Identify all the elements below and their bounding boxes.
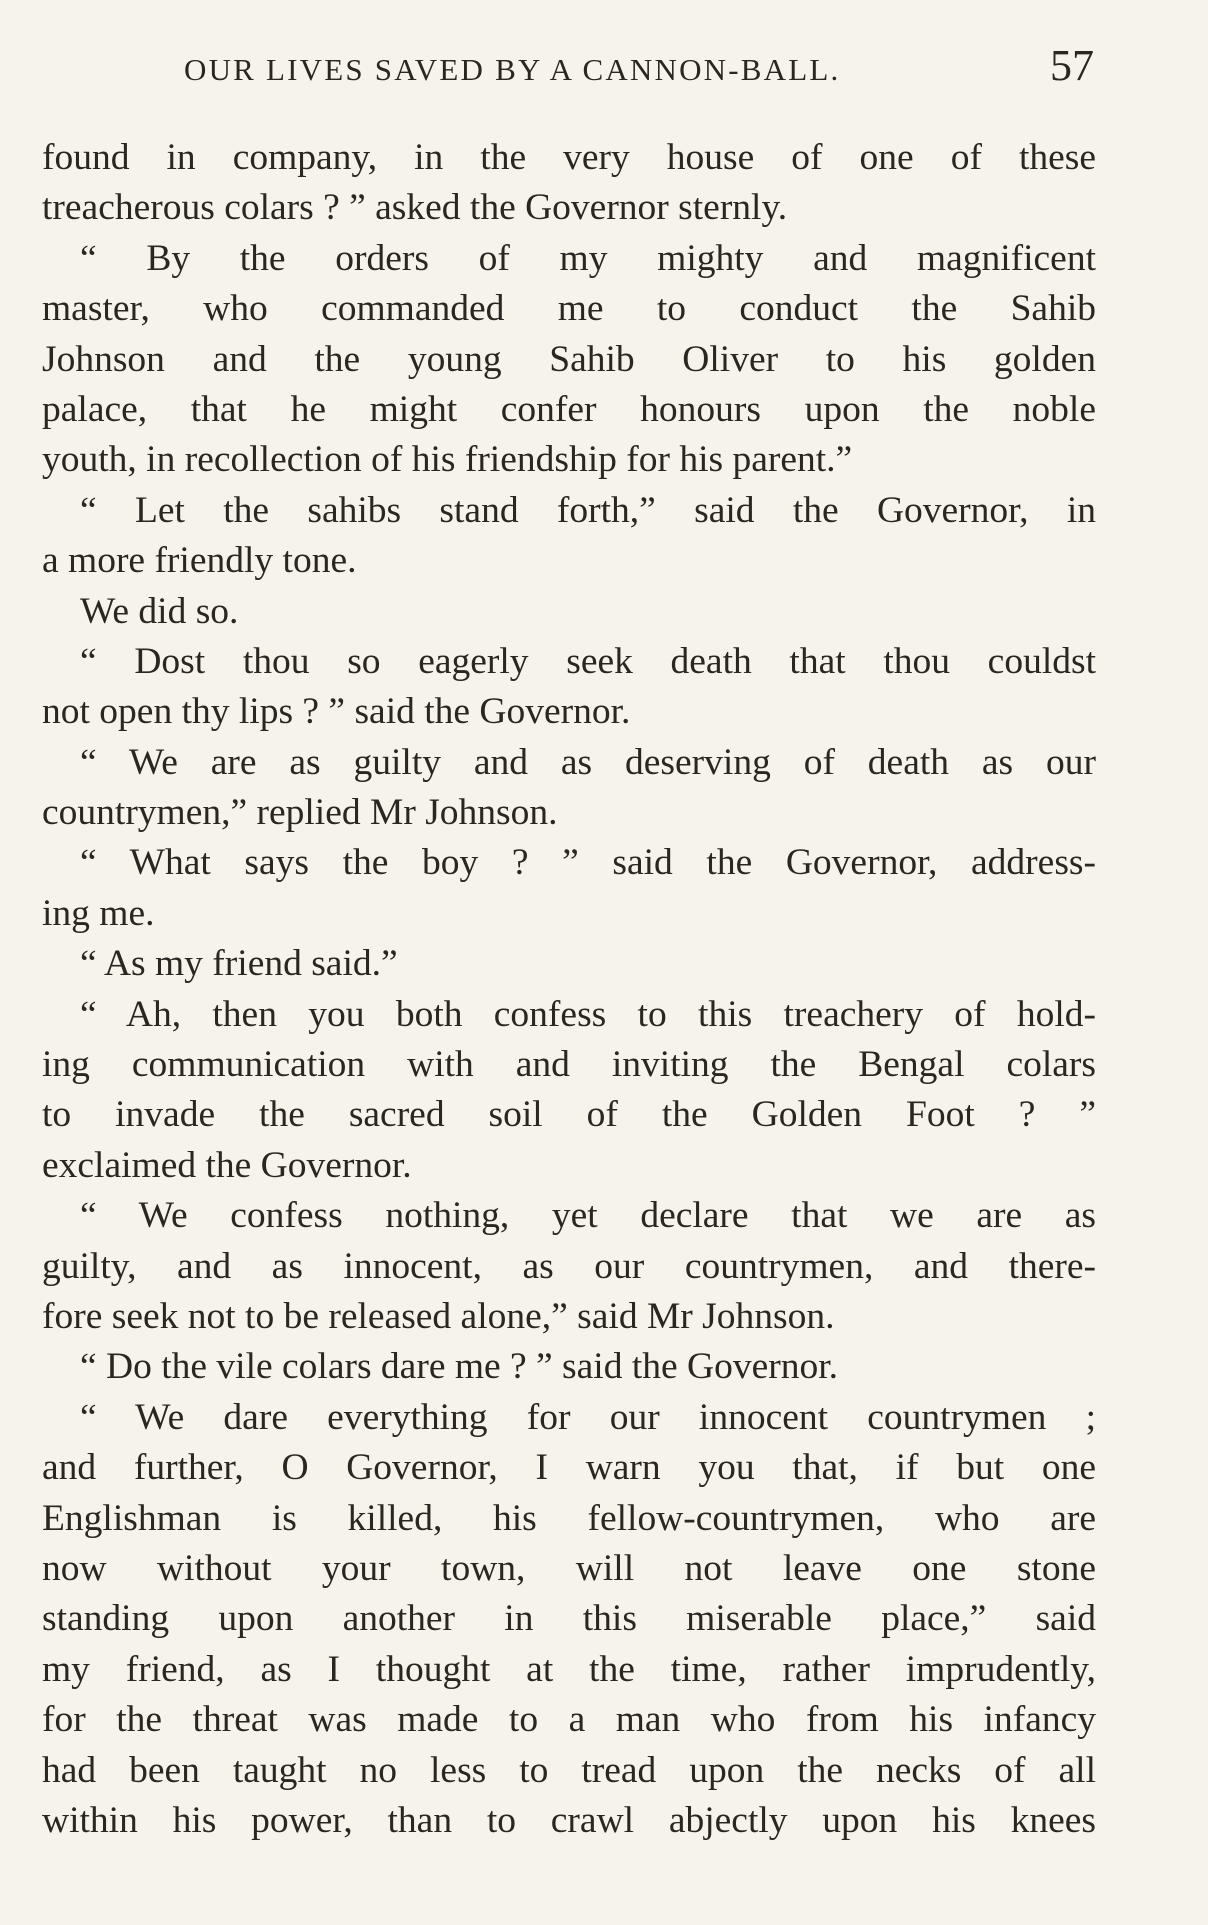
- text-line: “ We confess nothing, yet declare that we are as: [80, 1195, 1096, 1237]
- text-line: “ Let the sahibs stand forth,” said the Governor, in: [80, 489, 1096, 531]
- text-line: standing upon another in this miserable place,” said: [42, 1598, 1096, 1640]
- text-line: “ What says the boy ? ” said the Governor, address-: [80, 842, 1096, 884]
- text-line: my friend, as I thought at the time, rather imprudently,: [42, 1648, 1096, 1690]
- text-line: for the threat was made to a man who from his infancy: [42, 1699, 1096, 1741]
- text-line: We did so.: [80, 590, 239, 632]
- text-line: ing me.: [42, 892, 155, 934]
- running-head: [42, 41, 1096, 94]
- text-line: exclaimed the Governor.: [42, 1144, 412, 1186]
- body-text: [42, 133, 1096, 1846]
- text-line: youth, in recollection of his friendship for his parent.”: [42, 439, 853, 481]
- text-line: Johnson and the young Sahib Oliver to his golden: [42, 338, 1096, 380]
- text-line: “ Do the vile colars dare me ? ” said the Governor.: [80, 1346, 839, 1388]
- text-line: to invade the sacred soil of the Golden Foot ? ”: [42, 1094, 1096, 1136]
- text-line: fore seek not to be released alone,” said Mr Johnson.: [42, 1295, 835, 1337]
- text-line: a more friendly tone.: [42, 540, 357, 582]
- text-line: countrymen,” replied Mr Johnson.: [42, 792, 558, 834]
- text-line: palace, that he might confer honours upon the noble: [42, 388, 1096, 430]
- text-line: ing communication with and inviting the Bengal colars: [42, 1044, 1096, 1086]
- text-line: found in company, in the very house of one of these: [42, 137, 1096, 178]
- page-number: 57: [1050, 41, 1094, 90]
- text-line: guilty, and as innocent, as our countrymen, and there-: [42, 1245, 1096, 1287]
- text-line: now without your town, will not leave one stone: [42, 1547, 1096, 1589]
- text-line: had been taught no less to tread upon the necks of all: [42, 1749, 1096, 1791]
- text-line: and further, O Governor, I warn you that, if but one: [42, 1447, 1096, 1489]
- text-line: “ Ah, then you both confess to this treachery of hold-: [80, 993, 1096, 1035]
- text-line: Englishman is killed, his fellow-countrymen, who are: [42, 1497, 1096, 1539]
- text-line: “ We dare everything for our innocent countrymen ;: [80, 1396, 1096, 1438]
- text-line: “ We are as guilty and as deserving of death as our: [80, 741, 1096, 783]
- text-line: within his power, than to crawl abjectly upon his knees: [42, 1799, 1096, 1841]
- text-line: “ Dost thou so eagerly seek death that thou couldst: [80, 640, 1096, 682]
- text-line: “ By the orders of my mighty and magnificent: [80, 237, 1096, 279]
- text-line: treacherous colars ? ” asked the Governor sternly.: [42, 187, 788, 229]
- text-line: not open thy lips ? ” said the Governor.: [42, 691, 631, 733]
- running-title: OUR LIVES SAVED BY A CANNON-BALL.: [184, 52, 841, 87]
- text-line: “ As my friend said.”: [80, 943, 398, 985]
- text-line: master, who commanded me to conduct the Sahib: [42, 288, 1096, 330]
